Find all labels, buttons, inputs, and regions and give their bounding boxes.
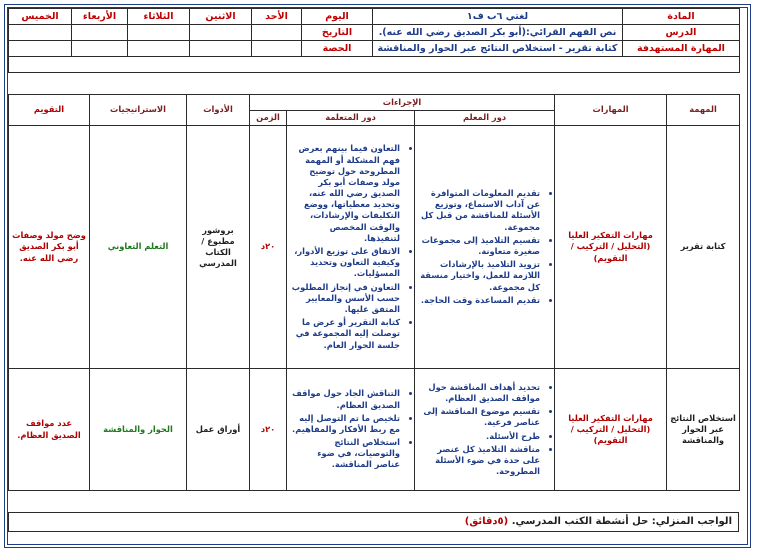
task-cell: كتابة تقرير [667,126,740,369]
day-label: اليوم [302,9,373,25]
period-cell-4 [72,41,128,57]
list-item: • تلخيص ما تم التوصل إليه مع ربط الأفكار والمفاهيم. [291,413,400,435]
homework-text: الواجب المنزلي: حل أنشطة الكتب المدرسي. [511,516,732,527]
day-monday: الاثنين [190,9,252,25]
period-cell-1 [252,41,302,57]
procedures-header: الإجراءات [250,95,555,111]
subject-value: لغتي ٦ب ف١ [373,9,623,25]
learner-list [289,143,412,350]
day-tuesday: الثلاثاء [128,9,190,25]
target-skill-value: كتابة تقرير - استخلاص النتائج عبر الحوار والمناقشة [373,41,623,57]
list-item: • تقديم المعلومات المتوافرة عن آداب الاستماع، وتوزيع الأسئلة للمناقشة من قبل كل مجموعة. [419,188,540,233]
header-row-2 [9,25,740,41]
strategies-header: الاستراتيجيات [90,95,187,126]
task-header: المهمة [667,95,740,126]
spacer-cell [9,57,740,73]
skill-cell: مهارات التفكير العليا (التحليل / التركيب / التقويم) [555,126,667,369]
strategy-cell: الحوار والمناقشة [90,369,187,491]
learner-role-header: دور المتعلمة [287,111,415,126]
date-cell-3 [128,25,190,41]
main-header-row-1 [9,95,740,111]
homework-footer [8,512,739,532]
list-item: • الاتفاق على توزيع الأدوار، وكيفية التعاون وتحديد المسؤليات. [291,246,400,280]
list-item: • التعاون في إنجاز المطلوب حسب الأسس والمعايير المتفق عليها. [291,282,400,316]
strategy-cell: التعلم التعاوني [90,126,187,369]
learner-role-cell [287,126,415,369]
list-item: • طرح الأسئلة. [419,431,540,442]
teacher-role-cell [415,126,555,369]
day-thursday: الخميس [9,9,72,25]
header-row-1 [9,9,740,25]
skill-cell: مهارات التفكير العليا (التحليل / التركيب / التقويم) [555,369,667,491]
list-item: • كتابة التقرير أو عرض ما توصلت إليه المجموعة في جلسة الحوار العام. [291,317,400,351]
date-cell-1 [252,25,302,41]
period-cell-2 [190,41,252,57]
learner-list [289,388,412,470]
period-cell-5 [9,41,72,57]
task-cell: استخلاص النتائج عبر الحوار والمناقشة [667,369,740,491]
list-item: • تقديم المساعدة وقت الحاجة. [419,295,540,306]
tools-header: الأدوات [187,95,250,126]
list-item: • التناقش الجاد حول مواقف الصديق العظام. [291,388,400,410]
teacher-role-header: دور المعلم [415,111,555,126]
day-wednesday: الأربعاء [72,9,128,25]
time-cell: ٢٠د [250,126,287,369]
header-row-4 [9,57,740,73]
lesson-value: نص الفهم القرائي:(أبو بكر الصديق رضي الله عنه). [373,25,623,41]
evaluation-cell: عدد مواقف الصديق العظام. [9,369,90,491]
learner-role-cell [287,369,415,491]
table-row [9,369,740,491]
list-item: • استخلاص النتائج والتوصيات، في ضوء عناصر المناقشة. [291,437,400,471]
evaluation-header: التقويم [9,95,90,126]
lesson-plan-table [8,94,740,491]
skills-header: المهارات [555,95,667,126]
list-item: • تقسيم التلاميذ إلى مجموعات صغيرة متعاونة. [419,235,540,257]
list-item: • تزويد التلاميذ بالإرشادات اللازمة للعمل، واختيار منسقة كل مجموعة. [419,259,540,293]
lesson-label: الدرس [623,25,740,41]
subject-label: المادة [623,9,740,25]
tools-cell: أوراق عمل [187,369,250,491]
day-sunday: الأحد [252,9,302,25]
target-skill-label: المهارة المستهدفة [623,41,740,57]
teacher-list [417,382,552,478]
date-cell-5 [9,25,72,41]
header-table [8,8,740,73]
time-cell: ٢٠د [250,369,287,491]
date-label: التاريخ [302,25,373,41]
list-item: • تحديد أهداف المناقشة حول مواقف الصديق العظام. [419,382,540,404]
list-item: • تقسيم موضوع المناقشة إلى عناصر فرعية. [419,406,540,428]
time-header: الزمن [250,111,287,126]
homework-duration: (٥دقائق) [464,516,509,527]
tools-cell: بروشور مطبوع / الكتاب المدرسي [187,126,250,369]
header-row-3 [9,41,740,57]
period-cell-3 [128,41,190,57]
period-label: الحصة [302,41,373,57]
table-row [9,126,740,369]
teacher-list [417,188,552,306]
date-cell-4 [72,25,128,41]
teacher-role-cell [415,369,555,491]
list-item: • التعاون فيما بينهم بعرض فهم المشكلة أو المهمة المطروحة حول توضيح مولد وصفات أبو بكر الصديق رضي الله عنه، وتحديد معطياتها، ووضع التكليفات والإرشادات، والوقت المخصص لتنفيذها. [291,143,400,244]
list-item: • مناقشة التلاميذ كل عنصر على حدة في ضوء الأسئلة المطروحة. [419,444,540,478]
evaluation-cell: وضح مولد وصفات أبو بكر الصديق رضي الله عنه. [9,126,90,369]
date-cell-2 [190,25,252,41]
